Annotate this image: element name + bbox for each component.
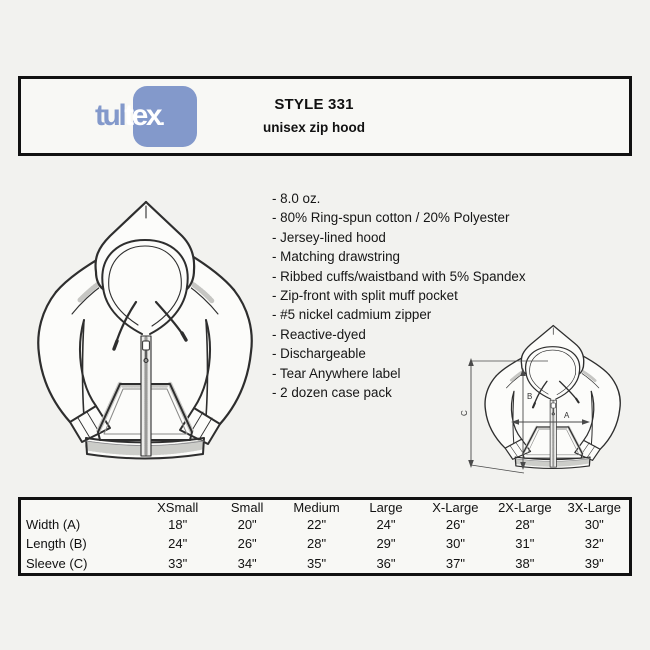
size-value: 33" [168,555,188,571]
size-value: 39" [584,555,604,571]
logo-text-white: tex [124,99,161,132]
header-titles [21,96,607,135]
feature-item: - 8.0 oz. [272,191,321,206]
row-label: Sleeve (C) [26,555,88,571]
size-col-header: Large [369,500,403,515]
size-table-box [18,497,632,576]
size-value: 24" [168,536,188,552]
row-label: Length (B) [26,536,87,552]
size-col-header [21,500,143,515]
size-value: 30" [584,517,604,533]
size-value: 28" [515,517,535,533]
size-col-header: Small [230,500,264,515]
size-value: 22" [307,517,327,533]
feature-item: - Tear Anywhere label [272,365,401,381]
product-illustration [24,192,264,472]
size-value: 24" [376,517,396,533]
size-value: 20" [237,517,257,533]
label-width-a: A [564,411,570,420]
size-table [21,500,629,573]
feature-item: - Dischargeable [272,346,366,362]
size-value: 26" [445,517,465,533]
feature-item: - 80% Ring-spun cotton / 20% Polyester [272,210,510,226]
table-row-sleeve [21,554,629,573]
size-col-header: X-Large [432,500,479,515]
size-value: 36" [376,555,396,571]
size-value: 38" [515,555,535,571]
feature-item: - Matching drawstring [272,249,401,265]
size-value: 35" [307,555,327,571]
size-value: 37" [445,555,465,571]
size-value: 30" [445,536,465,552]
size-col-header: 2X-Large [498,500,552,515]
size-value: 18" [168,517,188,533]
feature-item: - 2 dozen case pack [272,385,392,401]
table-row-length [21,534,629,553]
measurement-diagram [462,320,634,478]
row-label: Width (A) [26,517,81,533]
size-table-header-row [21,500,629,515]
feature-item: - Reactive-dyed [272,326,366,342]
feature-item: - Zip-front with split muff pocket [272,288,458,304]
size-value: 34" [237,555,257,571]
size-value: 26" [237,536,257,552]
header-box [18,76,632,156]
label-length-b: B [527,392,533,401]
label-sleeve-c: C [460,410,469,416]
style-title: STYLE 331 [274,96,354,113]
size-col-header: Medium [293,500,340,515]
size-col-header: 3X-Large [567,500,621,515]
size-col-header: XSmall [157,500,199,515]
feature-item: - Ribbed cuffs/waistband with 5% Spandex [272,268,526,284]
size-value: 29" [376,536,396,552]
table-row-width [21,515,629,534]
feature-item: - #5 nickel cadmium zipper [272,307,432,323]
size-value: 28" [307,536,327,552]
logo-text-blue: tul [95,99,125,132]
size-value: 31" [515,536,535,552]
product-subtitle: unisex zip hood [262,120,365,135]
size-value: 32" [584,536,604,552]
feature-item: - Jersey-lined hood [272,229,386,245]
logo-mark: . [160,109,163,129]
